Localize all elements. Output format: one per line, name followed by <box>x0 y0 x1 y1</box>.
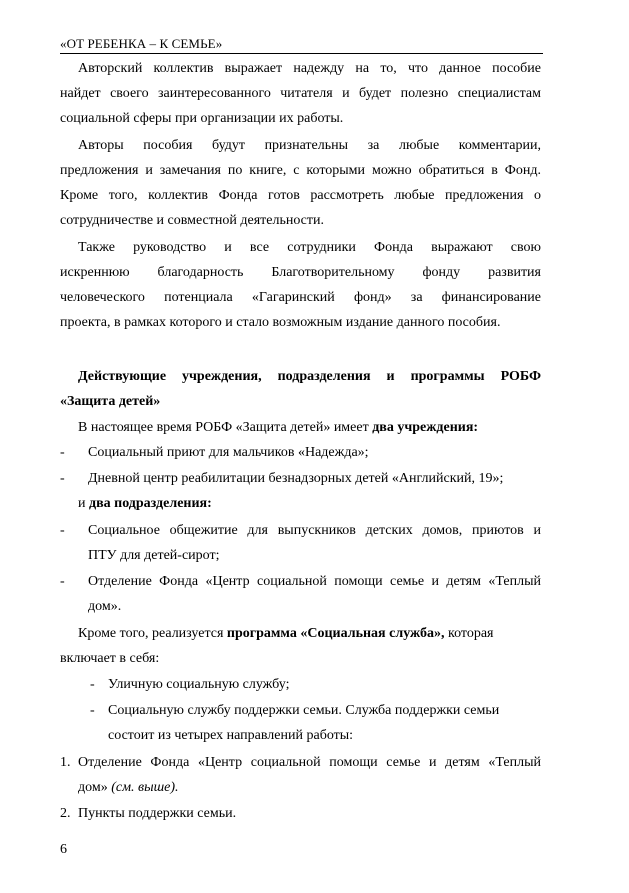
intro-p2-line2: предложения и замечания по книге, с которыми можно обратиться в Фонд. <box>60 163 541 178</box>
intro-p1-line2: найдет своего заинтересованного читателя и будет полезно специалистам <box>60 86 541 101</box>
service-item-2-line1: Социальную службу поддержки семьи. Служба поддержки семьи <box>108 703 500 718</box>
header-rule <box>60 53 543 54</box>
institution-item-1: Социальный приют для мальчиков «Надежда»; <box>88 445 369 460</box>
list-dash: - <box>60 471 65 486</box>
section-heading-line2: «Защита детей» <box>60 394 161 409</box>
intro-p3-line1: Также руководство и все сотрудники Фонда выражают свою <box>78 240 541 255</box>
list-dash: - <box>60 574 65 589</box>
list-dash: - <box>60 523 65 538</box>
division-item-1-line2: ПТУ для детей-сирот; <box>88 548 220 563</box>
program-lead-text: Кроме того, реализуется <box>78 626 227 641</box>
direction-item-2: Пункты поддержки семьи. <box>78 806 237 821</box>
page-number: 6 <box>60 842 67 857</box>
list-dash: - <box>90 703 95 718</box>
service-item-1: Уличную социальную службу; <box>108 677 290 692</box>
direction-item-1-line1: Отделение Фонда «Центр социальной помощи семье и детям «Теплый <box>78 755 541 770</box>
intro-p3-line2: искреннюю благодарность Благотворительному фонду развития <box>60 265 541 280</box>
intro-p2-line4: сотрудничестве и совместной деятельности. <box>60 213 324 228</box>
numbered-marker-2: 2. <box>60 806 71 821</box>
division-item-2-line2: дом». <box>88 599 122 614</box>
intro-p1-line3: социальной сферы при организации их работы. <box>60 111 344 126</box>
program-lead-tail: которая <box>444 626 494 641</box>
numbered-marker-1: 1. <box>60 755 71 770</box>
intro-p3-line4: проекта, в рамках которого и стало возможным издание данного пособия. <box>60 315 501 330</box>
list-dash: - <box>60 445 65 460</box>
institutions-lead-text: В настоящее время РОБФ «Защита детей» имеет <box>78 420 373 435</box>
divisions-lead-bold: два подразделения: <box>89 496 212 511</box>
direction-item-1-line2 <box>78 779 541 797</box>
intro-p1-line1: Авторский коллектив выражает надежду на то, что данное пособие <box>78 61 541 76</box>
program-line2: включает в себя: <box>60 651 160 666</box>
program-lead-bold: программа «Социальная служба», <box>226 626 445 641</box>
list-dash: - <box>90 677 95 692</box>
program-lead <box>78 625 541 643</box>
institutions-lead <box>60 419 541 437</box>
direction-item-1-text: дом» <box>78 780 108 795</box>
institutions-lead-bold: два учреждения: <box>372 420 479 435</box>
institution-item-2: Дневной центр реабилитации безнадзорных детей «Английский, 19»; <box>88 471 504 486</box>
intro-p2-line3: Кроме того, коллектив Фонда готов рассмотреть любые предложения о <box>60 188 541 203</box>
intro-p2-line1: Авторы пособия будут признательны за любые комментарии, <box>78 138 541 153</box>
divisions-lead <box>78 495 541 513</box>
division-item-1-line1: Социальное общежитие для выпускников детских домов, приютов и <box>88 523 541 538</box>
running-header: «ОТ РЕБЕНКА – К СЕМЬЕ» <box>60 36 223 51</box>
intro-p3-line3: человеческого потенциала «Гагаринский фонд» за финансирование <box>60 290 541 305</box>
service-item-2-line2: состоит из четырех направлений работы: <box>108 728 354 743</box>
division-item-2-line1: Отделение Фонда «Центр социальной помощи семье и детям «Теплый <box>88 574 541 589</box>
divisions-lead-text: и <box>78 496 89 511</box>
direction-item-1-note: (см. выше). <box>111 780 179 795</box>
section-heading-line1: Действующие учреждения, подразделения и программы РОБФ <box>78 369 541 384</box>
